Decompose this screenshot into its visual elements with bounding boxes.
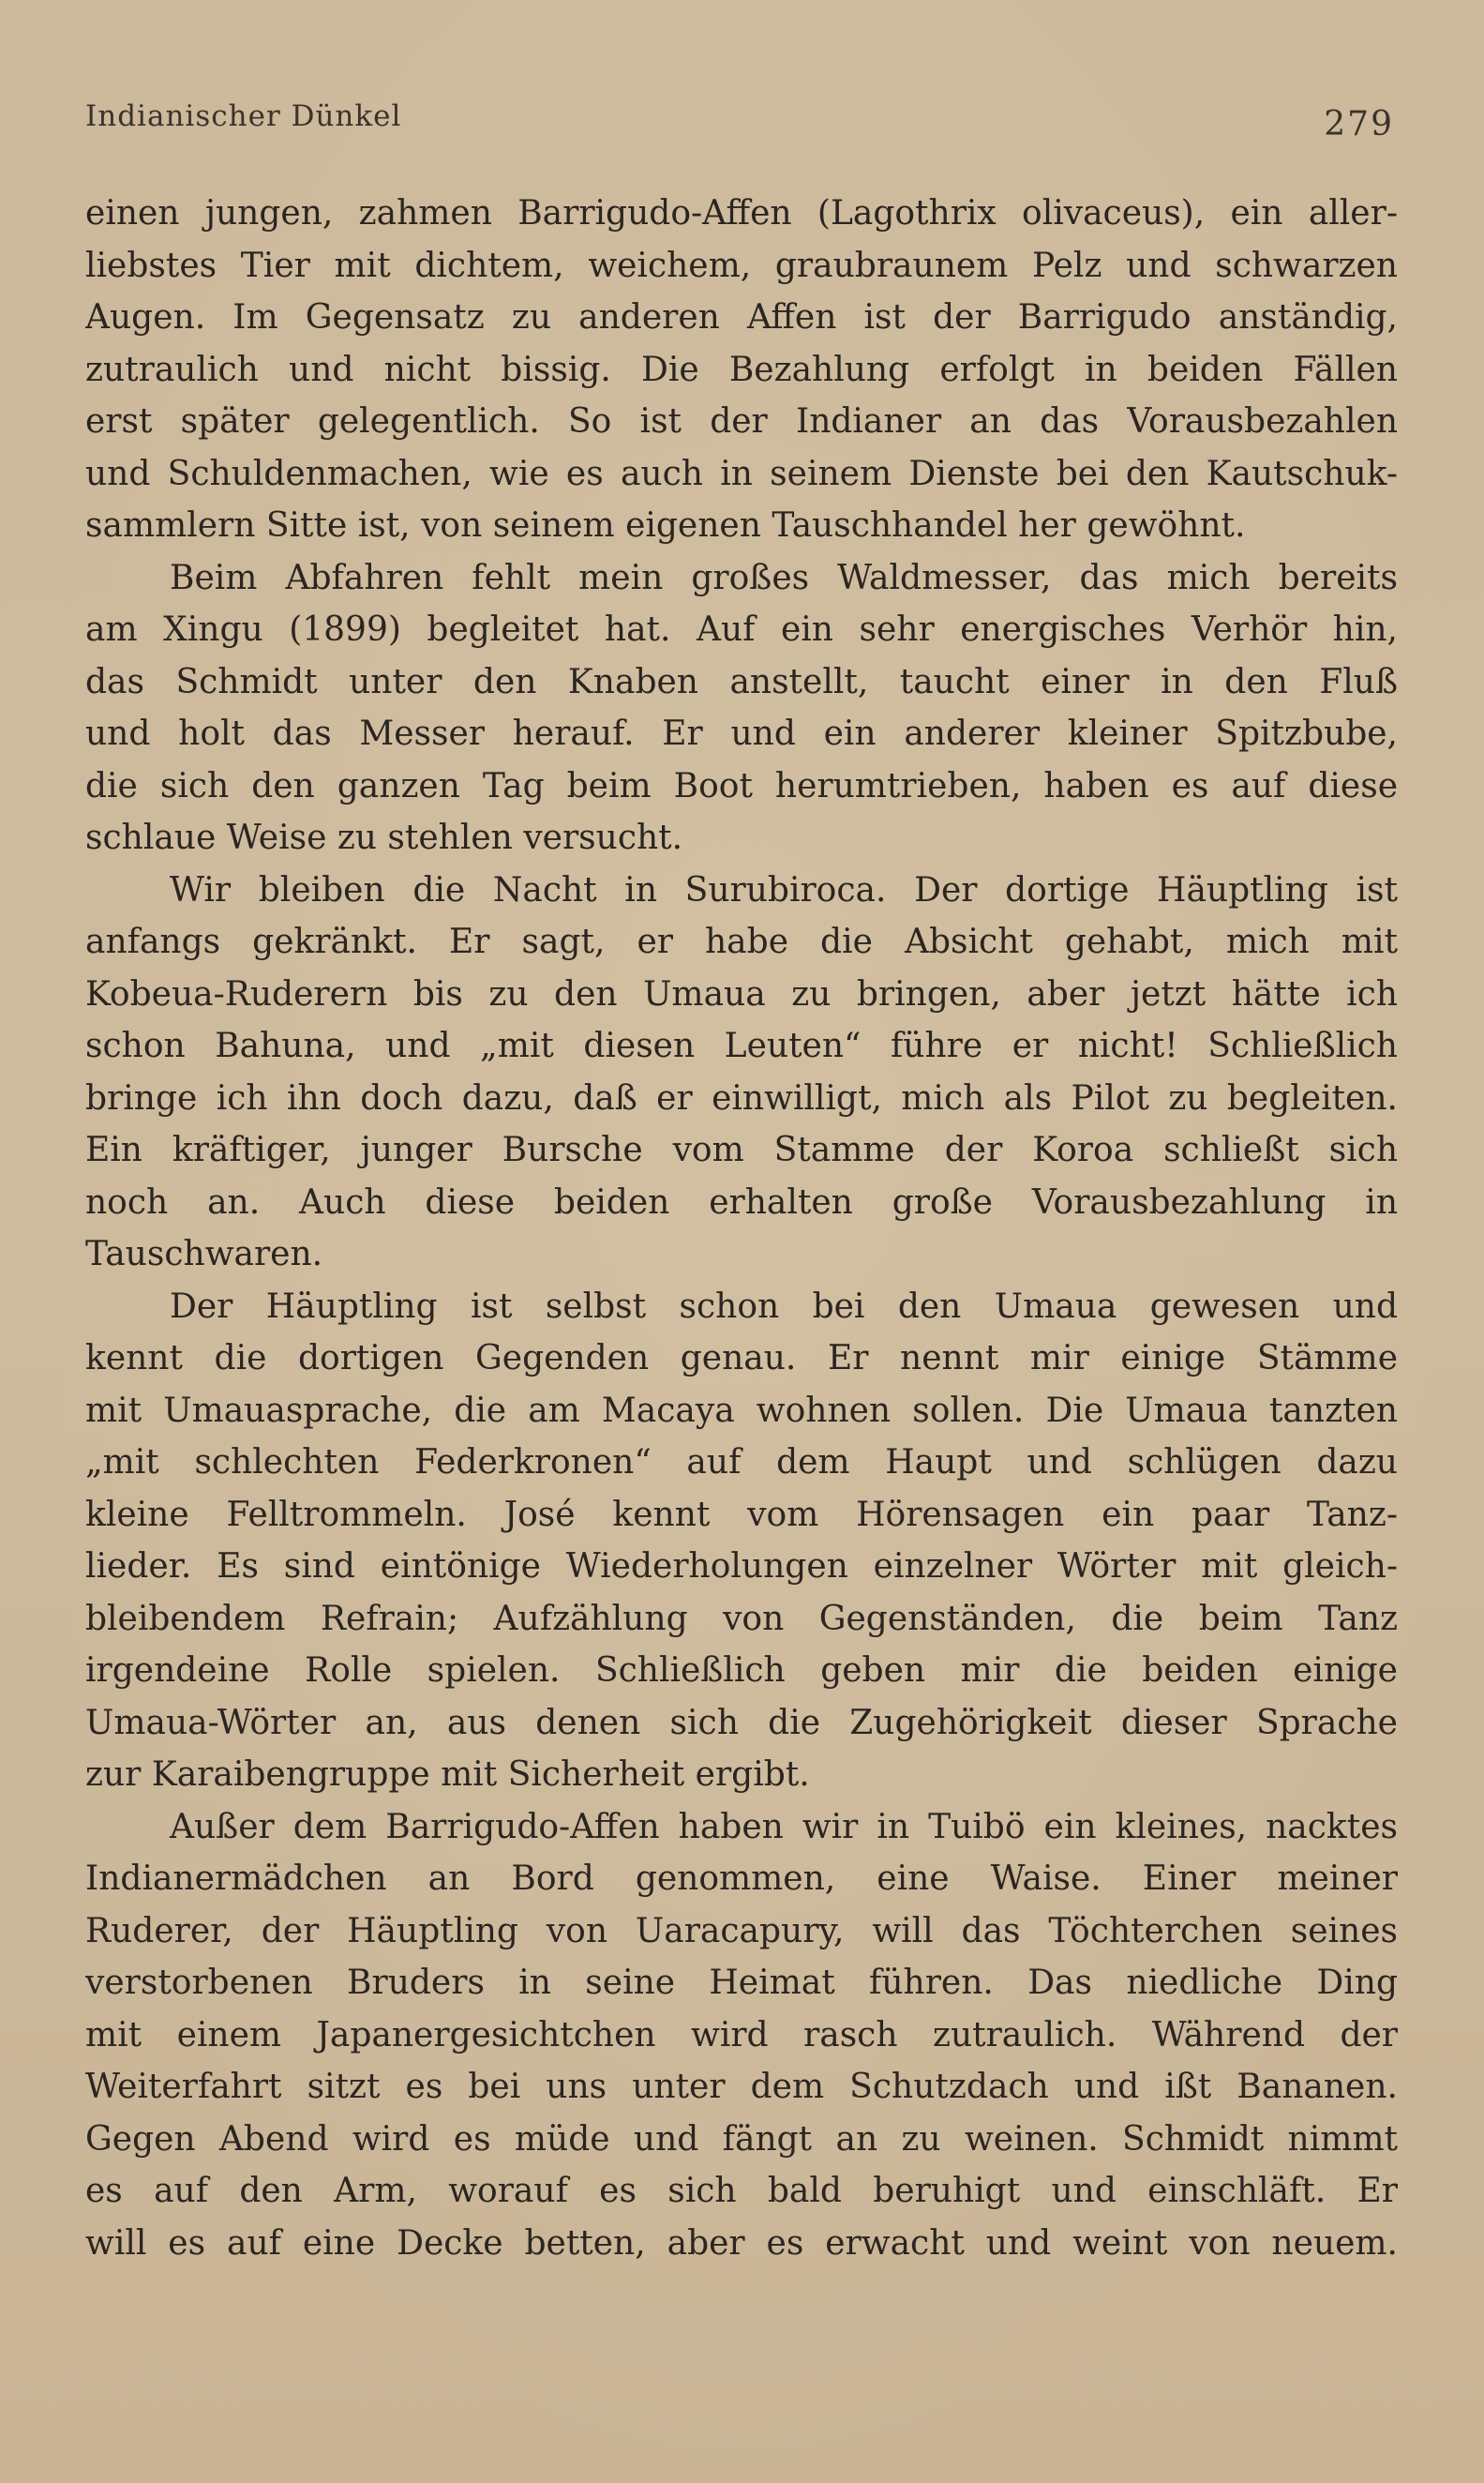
text-line: liebstes Tier mit dichtem, weichem, graubraunem Pelz und schwarzen [85, 246, 1398, 285]
text-line: erst später gelegentlich. So ist der Indianer an das Vorausbezahlen [85, 402, 1398, 441]
text-line: zutraulich und nicht bissig. Die Bezahlung erfolgt in beiden Fällen [85, 350, 1398, 389]
text-line: Ein kräftiger, junger Bursche vom Stamme der Koroa schließt sich [85, 1131, 1398, 1169]
text-line: die sich den ganzen Tag beim Boot herumtrieben, haben es auf diese [85, 766, 1398, 805]
chapter-title: Indianischer Dünkel [85, 99, 402, 133]
text-line: bleibendem Refrain; Aufzählung von Gegenständen, die beim Tanz [85, 1599, 1398, 1638]
text-line: Weiterfahrt sitzt es bei uns unter dem Schutzdach und ißt Bananen. [85, 2068, 1398, 2106]
text-line: anfangs gekränkt. Er sagt, er habe die Absicht gehabt, mich mit [85, 923, 1398, 961]
text-line: Kobeua-Ruderern bis zu den Umaua zu bringen, aber jetzt hätte ich [85, 974, 1398, 1014]
text-line: will es auf eine Decke betten, aber es erwacht und weint von neuem. [85, 2223, 1398, 2263]
text-line: das Schmidt unter den Knaben anstellt, taucht einer in den Fluß [85, 662, 1398, 701]
text-line: „mit schlechten Federkronen“ auf dem Haupt und schlügen dazu [85, 1443, 1398, 1482]
body-text [85, 188, 1398, 2269]
text-line: zur Karaibengruppe mit Sicherheit ergibt. [85, 1755, 810, 1794]
text-line: Tauschwaren. [85, 1235, 323, 1273]
text-line: Beim Abfahren fehlt mein großes Waldmesser, das mich bereits [170, 558, 1398, 597]
running-head [85, 99, 1394, 146]
text-line: Wir bleiben die Nacht in Surubiroca. Der dortige Häuptling ist [170, 870, 1398, 910]
text-line: und holt das Messer herauf. Er und ein anderer kleiner Spitzbube, [85, 715, 1398, 753]
text-line: Außer dem Barrigudo-Affen haben wir in Tuibö ein kleines, nacktes [170, 1807, 1398, 1846]
text-line: einen jungen, zahmen Barrigudo-Affen (Lagothrix olivaceus), ein aller- [85, 194, 1398, 233]
text-line: noch an. Auch diese beiden erhalten große Vorausbezahlung in [85, 1182, 1398, 1222]
text-line: irgendeine Rolle spielen. Schließlich geben mir die beiden einige [85, 1651, 1398, 1690]
text-line: schon Bahuna, und „mit diesen Leuten“ führe er nicht! Schließlich [85, 1027, 1398, 1065]
text-line: und Schuldenmachen, wie es auch in seinem Dienste bei den Kautschuk- [85, 454, 1398, 493]
page-number: 279 [1324, 105, 1394, 143]
text-line: kleine Felltrommeln. José kennt vom Hörensagen ein paar Tanz- [85, 1495, 1398, 1534]
text-line: sammlern Sitte ist, von seinem eigenen Tauschhandel her gewöhnt. [85, 506, 1246, 545]
text-line: bringe ich ihn doch dazu, daß er einwilligt, mich als Pilot zu begleiten. [85, 1078, 1398, 1118]
text-line: Gegen Abend wird es müde und fängt an zu weinen. Schmidt nimmt [85, 2119, 1398, 2159]
text-line: am Xingu (1899) begleitet hat. Auf ein sehr energisches Verhör hin, [85, 610, 1398, 649]
text-line: mit einem Japanergesichtchen wird rasch zutraulich. Während der [85, 2015, 1398, 2054]
text-line: Indianermädchen an Bord genommen, eine Waise. Einer meiner [85, 1859, 1398, 1898]
text-line: Der Häuptling ist selbst schon bei den Umaua gewesen und [170, 1287, 1398, 1326]
text-line: schlaue Weise zu stehlen versucht. [85, 819, 683, 857]
text-line: Umaua-Wörter an, aus denen sich die Zugehörigkeit dieser Sprache [85, 1703, 1398, 1742]
text-line: verstorbenen Bruders in seine Heimat führen. Das niedliche Ding [85, 1964, 1398, 2002]
text-line: kennt die dortigen Gegenden genau. Er nennt mir einige Stämme [85, 1339, 1398, 1377]
text-line: Ruderer, der Häuptling von Uaracapury, will das Töchterchen seines [85, 1911, 1398, 1950]
text-line: es auf den Arm, worauf es sich bald beruhigt und einschläft. Er [85, 2172, 1398, 2210]
text-line: Augen. Im Gegensatz zu anderen Affen ist der Barrigudo anständig, [85, 298, 1398, 337]
text-line: lieder. Es sind eintönige Wiederholungen einzelner Wörter mit gleich- [85, 1547, 1398, 1586]
text-line: mit Umauasprache, die am Macaya wohnen sollen. Die Umaua tanzten [85, 1391, 1398, 1430]
